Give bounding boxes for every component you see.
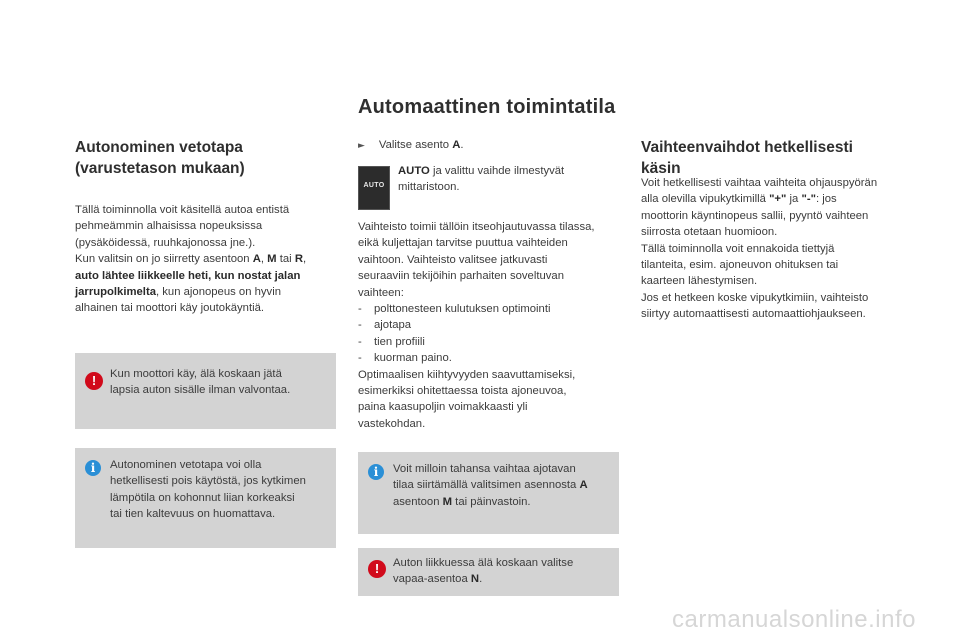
text-run: : jos: [815, 193, 837, 206]
left-heading-line1: Autonominen vetotapa: [75, 139, 243, 156]
left-info-text: [110, 457, 306, 523]
text-run: Kun valitsin on jo siirretty asentoon: [75, 253, 253, 266]
info-icon: i: [85, 460, 101, 476]
middle-warning-box: [358, 548, 619, 596]
text-run-bold: A: [452, 139, 461, 151]
text-run: .: [460, 139, 464, 151]
warning-icon: !: [368, 560, 386, 578]
warning-line: Auton liikkuessa älä koskaan valitse: [393, 557, 574, 569]
middle-para-line: vaihtoon. Vaihteisto valitsee jatkuvasti: [358, 253, 548, 266]
auto-line: mittaristoon.: [398, 181, 460, 194]
right-para-line: [641, 191, 916, 207]
step-select-a: [358, 137, 464, 154]
text-run: ja valittu vaihde ilmestyvät: [429, 165, 565, 177]
middle-paragraph: [358, 219, 623, 432]
right-para-line: kaarteen lähestymisen.: [641, 275, 758, 288]
list-item-text: ajotapa: [374, 319, 412, 332]
text-run-bold: M: [267, 253, 277, 266]
warning-icon: !: [85, 372, 103, 390]
text-run-bold: N: [470, 573, 480, 586]
left-para-line: (pysäköidessä, ruuhkajonossa jne.).: [75, 236, 256, 249]
left-warning-box: [75, 353, 336, 429]
list-item-text: polttonesteen kulutuksen optimointi: [374, 303, 551, 316]
text-run-bold: M: [442, 495, 453, 508]
list-item-text: kuorman paino.: [374, 352, 452, 365]
right-heading-line1: Vaihteenvaihdot hetkellisesti: [641, 139, 853, 156]
arrow-bullet-icon: ►: [358, 141, 365, 151]
left-heading: [75, 137, 245, 179]
right-para-line: moottorin käyntinopeus sallii, pyyntö vaihteen: [641, 209, 869, 222]
auto-description: [398, 163, 564, 196]
right-heading-line2: käsin: [641, 160, 681, 177]
text-run-bold: "+": [769, 193, 787, 206]
text-run: ja: [786, 193, 802, 206]
text-run-bold: jarrupolkimelta: [75, 286, 156, 299]
info-line: Autonominen vetotapa voi olla: [110, 459, 262, 471]
text-run: , kun ajonopeus on hyvin: [156, 286, 281, 299]
warning-line: lapsia auton sisälle ilman valvontaa.: [110, 384, 291, 397]
text-run-bold: auto lähtee liikkeelle heti, kun nostat jalan: [75, 269, 301, 282]
middle-info-box: [358, 452, 619, 534]
left-para-line: alhainen tai moottori käy joutokäyntiä.: [75, 302, 265, 315]
middle-para-line: eikä kuljettajan tarvitse puuttua vaihteiden: [358, 237, 568, 250]
middle-para-line: Optimaalisen kiihtyvyyden saavuttamiseksi,: [358, 368, 576, 381]
left-para-line: [75, 251, 345, 267]
right-para-line: Jos et hetkeen koske vipukytkimiin, vaihteisto: [641, 291, 869, 304]
text-run: tai päinvastoin.: [452, 495, 531, 508]
watermark: carmanualsonline.info: [672, 606, 916, 633]
text-run: tai: [276, 253, 295, 266]
text-run-bold: "-": [801, 193, 816, 206]
text-run-bold: R: [294, 253, 303, 266]
auto-line: [398, 163, 564, 179]
text-run-bold: AUTO: [398, 165, 430, 177]
right-para-line: siirrosta otetaan huomioon.: [641, 226, 778, 239]
warning-line: [393, 571, 573, 587]
list-item: - polttonesteen kulutuksen optimointi: [358, 301, 623, 317]
right-heading: [641, 137, 853, 179]
text-run-bold: A: [579, 479, 588, 492]
info-line: hetkellisesti pois käytöstä, jos kytkimen: [110, 475, 306, 488]
right-para-line: siirtyy automaattisesti automaattiohjaukseen.: [641, 308, 866, 321]
right-para-line: Voit hetkellisesti vaihtaa vaihteita ohjauspyörän: [641, 177, 878, 189]
text-run: .: [479, 573, 483, 586]
text-run: alla olevilla vipukytkimillä: [641, 193, 770, 206]
left-para-line: Tällä toiminnolla voit käsitellä autoa entistä: [75, 204, 290, 216]
left-heading-line2: (varustetason mukaan): [75, 160, 245, 177]
page-title: Automaattinen toimintatila: [358, 96, 616, 118]
text-run: asentoon: [393, 495, 443, 508]
left-para-line: pehmeämmin alhaisissa nopeuksissa: [75, 220, 263, 233]
left-paragraph: [75, 202, 345, 317]
middle-para-line: paina kaasupoljin voimakkaasti yli: [358, 401, 528, 414]
left-warning-text: [110, 366, 290, 399]
list-item: - kuorman paino.: [358, 350, 623, 366]
left-para-line: [75, 268, 345, 284]
left-para-line: [75, 284, 345, 300]
text-run: ,: [302, 253, 307, 266]
middle-para-line: seuraaviin tekijöihin parhaiten soveltuvan: [358, 270, 564, 283]
auto-button-label: AUTO: [363, 182, 385, 189]
text-run: tilaa siirtämällä valitsimen asennosta: [393, 479, 580, 492]
middle-para-line: vaihteen:: [358, 286, 404, 299]
list-item: - ajotapa: [358, 317, 623, 333]
right-para-line: tilanteita, esim. ajoneuvon ohituksen tai: [641, 259, 839, 272]
right-para-line: Tällä toiminnolla voit ennakoida tiettyjä: [641, 242, 835, 255]
info-line: [393, 494, 588, 510]
auto-button-image: [358, 166, 390, 210]
middle-warning-text: [393, 555, 573, 588]
warning-line: Kun moottori käy, älä koskaan jätä: [110, 368, 282, 380]
text-run-bold: A: [252, 253, 261, 266]
info-line: lämpötila on kohonnut liian korkeaksi: [110, 491, 295, 504]
info-line: tai tien kaltevuus on huomattava.: [110, 508, 276, 521]
info-line: Voit milloin tahansa vaihtaa ajotavan: [393, 463, 576, 475]
middle-para-line: Vaihteisto toimii tällöin itseohjautuvassa tilassa,: [358, 221, 595, 233]
text-run: vapaa-asentoa: [393, 573, 471, 586]
text-run: ,: [260, 253, 268, 266]
middle-para-line: vastekohdan.: [358, 417, 426, 430]
right-paragraph: [641, 175, 916, 323]
middle-info-text: [393, 461, 588, 510]
info-icon: i: [368, 464, 384, 480]
list-item-text: tien profiili: [374, 335, 425, 348]
left-info-box: [75, 448, 336, 548]
info-line: [393, 477, 588, 493]
list-item: - tien profiili: [358, 334, 623, 350]
middle-para-line: esimerkiksi ohitettaessa toista ajoneuvoa,: [358, 385, 567, 398]
text-run: Valitse asento: [378, 139, 453, 151]
